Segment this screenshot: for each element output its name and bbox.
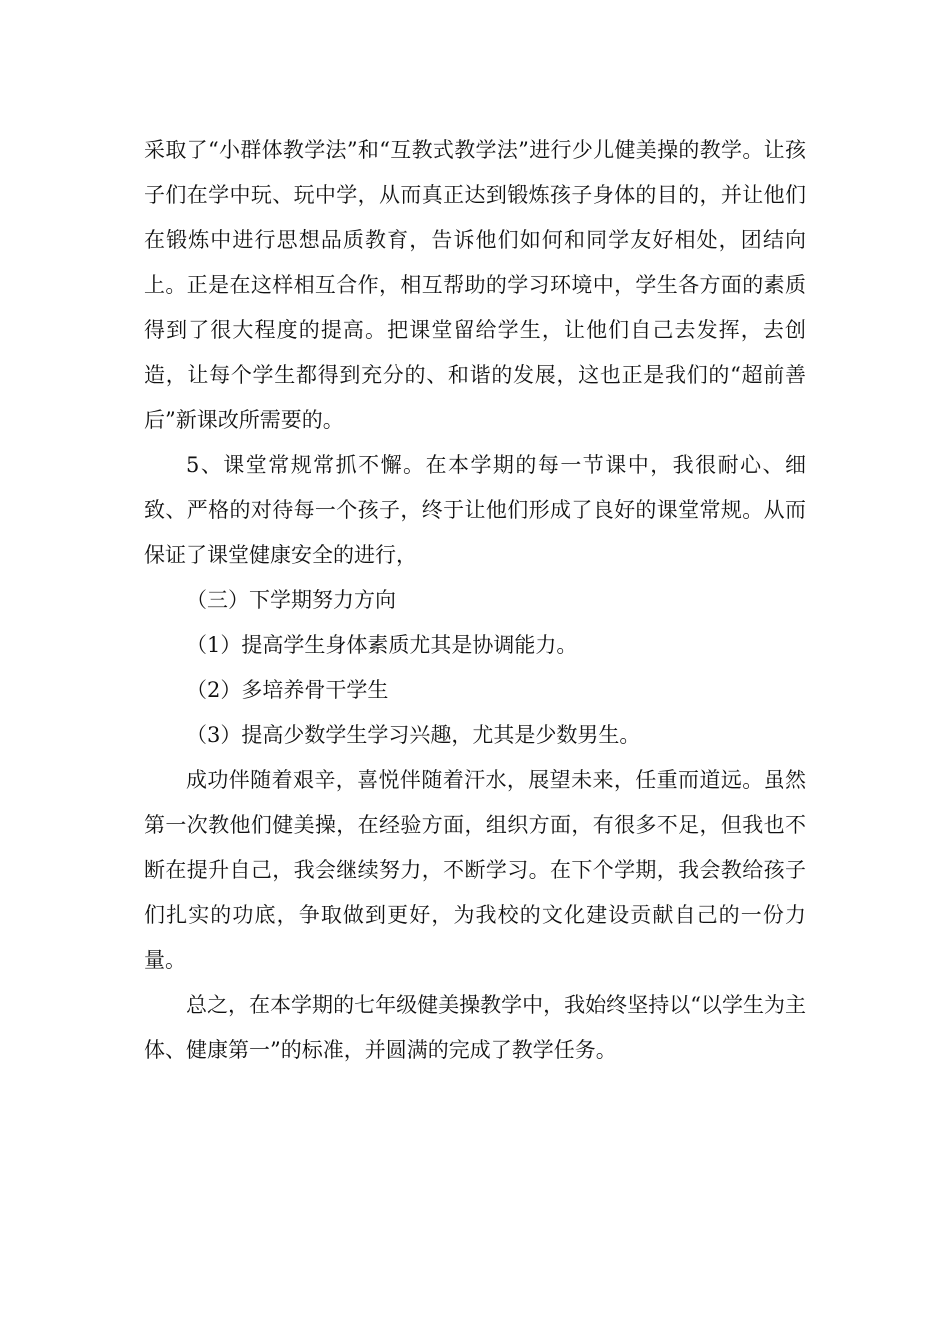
paragraph-conclusion: 总之，在本学期的七年级健美操教学中，我始终坚持以“以学生为主体、健康第一”的标准，并圆满的完成了教学任务。 bbox=[144, 993, 806, 1062]
list-item-3: （3）提高少数学生学习兴趣，尤其是少数男生。 bbox=[186, 723, 641, 747]
paragraph-outlook: 成功伴随着艰辛，喜悦伴随着汗水，展望未来，任重而道远。虽然第一次教他们健美操，在经验方面，组织方面，有很多不足，但我也不断在提升自己，我会继续努力，不断学习。在下个学期，我会教给孩子们扎实的功底，争取做到更好，为我校的文化建设贡献自己的一份力量。 bbox=[144, 768, 806, 972]
list-item-1: （1）提高学生身体素质尤其是协调能力。 bbox=[186, 633, 578, 657]
section-heading-next-term: （三）下学期努力方向 bbox=[186, 588, 396, 612]
paragraph-continuation: 采取了“小群体教学法”和“互教式教学法”进行少儿健美操的教学。让孩子们在学中玩、玩中学，从而真正达到锻炼孩子身体的目的，并让他们在锻炼中进行思想品质教育，告诉他们如何和同学友好相处，团结向上。正是在这样相互合作，相互帮助的学习环境中，学生各方面的素质得到了很大程度的提高。把课堂留给学生，让他们自己去发挥，去创造，让每个学生都得到充分的、和谐的发展，这也正是我们的“超前善后”新课改所需要的。 bbox=[144, 138, 806, 432]
paragraph-classroom-routine: 5、课堂常规常抓不懈。在本学期的每一节课中，我很耐心、细致、严格的对待每一个孩子，终于让他们形成了良好的课堂常规。从而保证了课堂健康安全的进行， bbox=[144, 453, 806, 567]
document-body bbox=[144, 128, 806, 1073]
list-item-2: （2）多培养骨干学生 bbox=[186, 678, 389, 702]
